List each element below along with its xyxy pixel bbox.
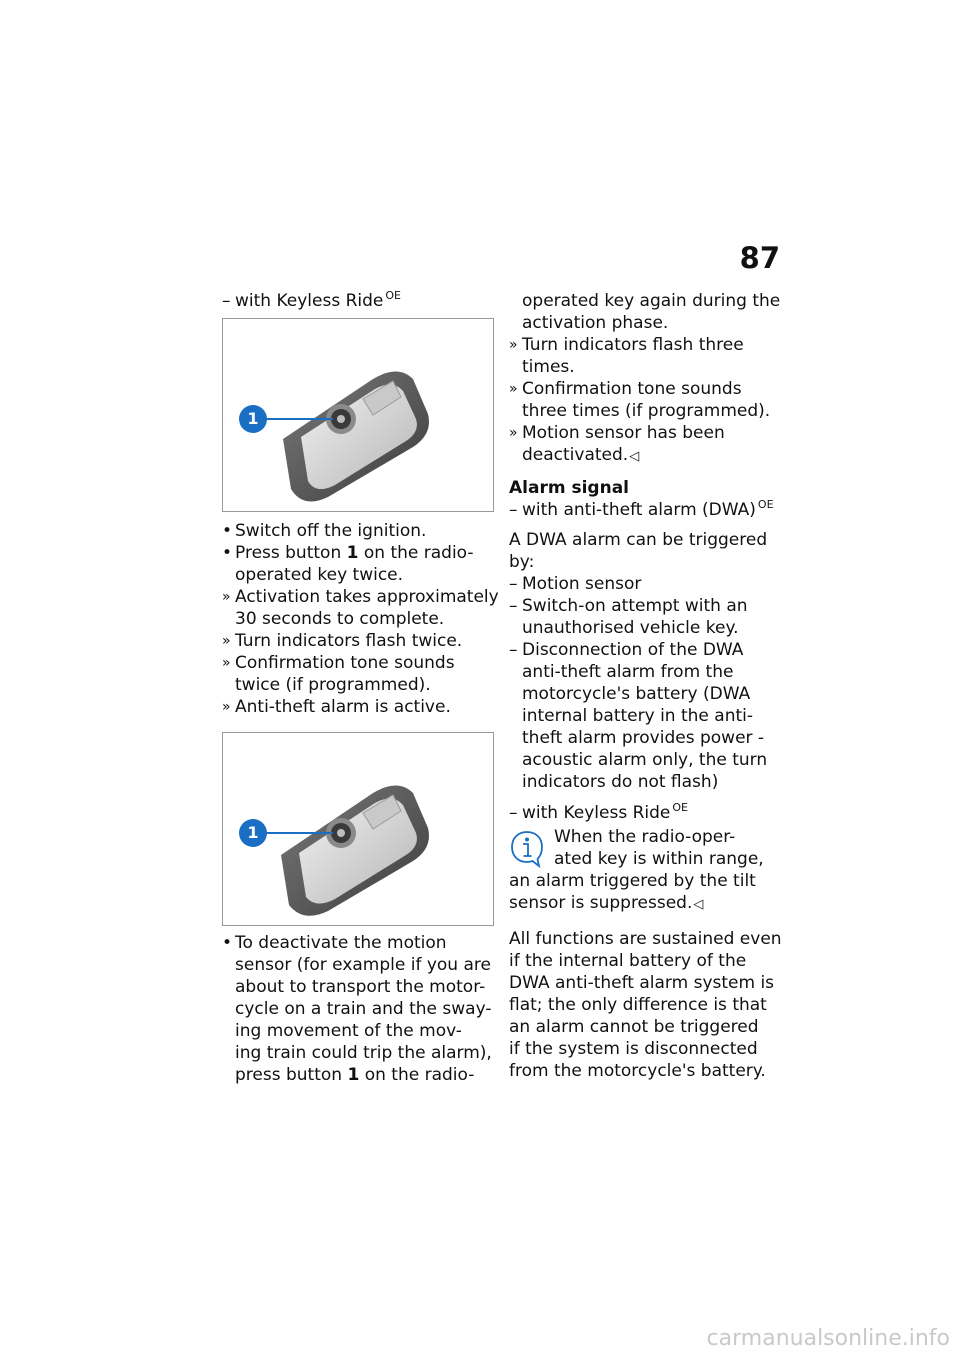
trigger-disconnection: – Disconnection of the DWA anti-theft alarm from the motorcycle's battery (DWA internal battery in the anti- theft alarm provides power - acoustic alarm only, the turn indicators do not flash) <box>509 640 768 792</box>
page-number: 87 <box>739 241 780 275</box>
result-tone-three: » Confirmation tone sounds three times (if programmed). <box>509 379 771 421</box>
para-alarm-triggered: A DWA alarm can be triggered by: <box>509 530 768 572</box>
left-column <box>222 289 499 1086</box>
info-note: When the radio-oper- ated key is within range, an alarm triggered by the tilt sensor is suppressed.◁ <box>509 827 764 913</box>
callout-1: 1 <box>247 409 259 428</box>
continued-step: operated key again during the activation phase. <box>522 291 781 333</box>
condition-dwa: – with anti-theft alarm (DWA) $^{OE}$ <box>509 498 774 520</box>
key-fob-figure-1 <box>222 318 494 512</box>
step-switch-off-ignition: • Switch off the ignition. <box>222 521 427 541</box>
watermark: carmanualsonline.info <box>706 1326 950 1351</box>
info-icon <box>509 830 545 868</box>
right-column <box>509 290 781 1082</box>
result-tone-twice: » Confirmation tone sounds twice (if programmed). <box>222 653 455 695</box>
steps-activate <box>222 520 499 718</box>
result-indicators-flash-three: » Turn indicators flash three times. <box>509 335 744 377</box>
para-functions-sustained: All functions are sustained even if the internal battery of the DWA anti-theft alarm system is flat; the only difference is that an alarm cannot be triggered if the system is disconnected from the motorcycle's battery. <box>509 929 782 1081</box>
result-activation-time: » Activation takes approximately 30 seconds to complete. <box>222 587 499 629</box>
condition-keyless-ride: – with Keyless Ride $^{OE}$ <box>222 289 401 311</box>
result-alarm-active: » Anti-theft alarm is active. <box>222 697 451 717</box>
end-mark-icon: ◁ <box>693 897 704 912</box>
result-indicators-flash-twice: » Turn indicators flash twice. <box>222 631 463 651</box>
heading-alarm-signal: Alarm signal <box>509 478 629 498</box>
callout-1: 1 <box>247 823 259 842</box>
key-fob-figure-2 <box>222 732 494 926</box>
condition-keyless-ride-2: – with Keyless Ride $^{OE}$ <box>509 801 688 823</box>
end-mark-icon: ◁ <box>629 449 640 464</box>
result-motion-sensor-deactivated: » Motion sensor has been deactivated.◁ <box>509 423 725 465</box>
step-deactivate-motion-sensor: • To deactivate the motion sensor (for example if you are about to transport the motor- cycle on a train and the sway- ing movement of the mov- ing train could trip the alarm), press button 1 on the radio- <box>222 933 492 1085</box>
step-press-button: • Press button 1 on the radio- operated key twice. <box>222 543 474 585</box>
trigger-motion-sensor: – Motion sensor <box>509 574 642 594</box>
trigger-unauthorised-key: – Switch-on attempt with an unauthorised vehicle key. <box>509 596 748 638</box>
